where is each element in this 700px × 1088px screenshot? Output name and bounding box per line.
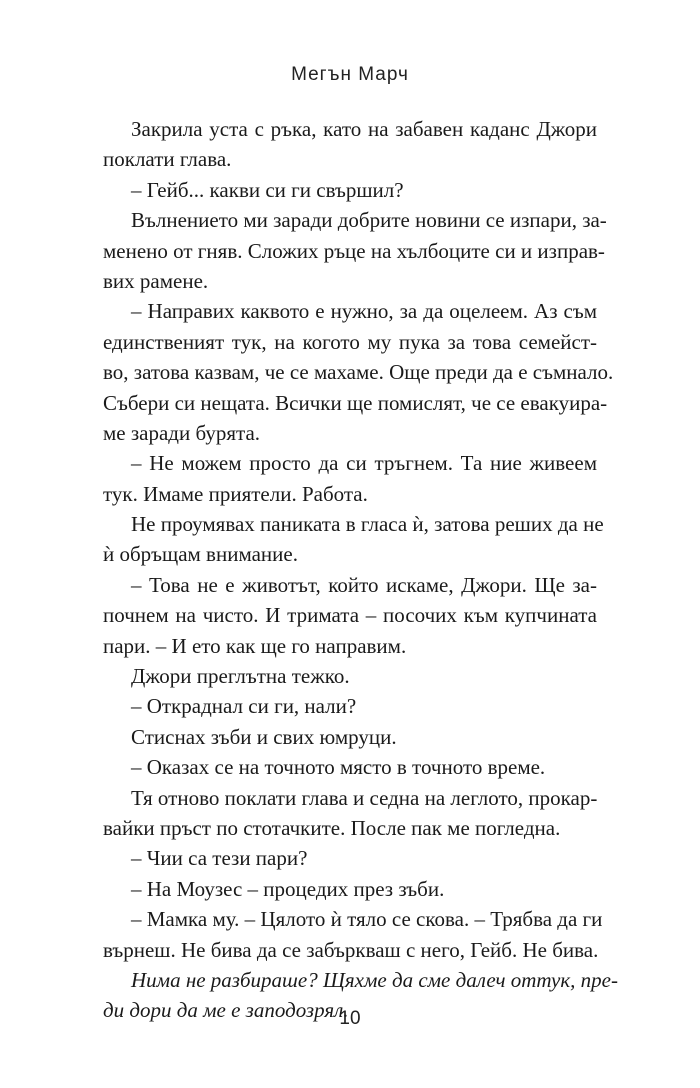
text-line: върнеш. Не бива да се забъркваш с него, Гейб. Не бива.: [103, 937, 599, 962]
text-line: – Това не е животът, който искаме, Джори. Ще за-: [131, 572, 597, 597]
text-line: менено от гняв. Сложих ръце на хълбоците си и изправ-: [103, 238, 605, 263]
text-line: – Направих каквото е нужно, за да оцелеем. Аз съм: [131, 299, 597, 324]
text-line: ѝ обръщам внимание.: [103, 542, 298, 567]
text-line-italic: ди дори да ме е заподозрял.: [103, 998, 349, 1023]
text-line: во, затова казвам, че се махаме. Още преди да е съмнало.: [103, 360, 614, 385]
text-line: почнем на чисто. И тримата – посочих към купчината: [103, 603, 597, 628]
text-line: – Оказах се на точното място в точното време.: [131, 755, 546, 780]
running-header-author: Мегън Марч: [291, 64, 409, 85]
text-line: Събери си нещата. Всички ще помислят, че се евакуира-: [103, 390, 608, 415]
text-line: Закрила уста с ръка, като на забавен каданс Джори: [131, 117, 597, 141]
text-line: вайки пръст по стотачките. После пак ме погледна.: [103, 815, 561, 840]
text-line: – Не можем просто да си тръгнем. Та ние живеем: [131, 451, 597, 476]
text-line: – На Моузес – процедих през зъби.: [131, 876, 445, 901]
page-number: 10: [339, 1008, 361, 1029]
text-line: ме заради бурята.: [103, 420, 261, 445]
text-line: вих рамене.: [103, 268, 209, 293]
text-line: Джори преглътна тежко.: [131, 664, 350, 689]
text-line: Стиснах зъби и свих юмруци.: [131, 724, 397, 749]
text-line: пари. – И ето как ще го направим.: [103, 633, 407, 658]
text-line-italic: Нима не разбираше? Щяхме да сме далеч оттук, пре-: [131, 967, 618, 992]
text-line: Не проумявах паниката в гласа ѝ, затова реших да не: [131, 512, 604, 537]
text-line: единственият тук, на когото му пука за това семейст-: [103, 329, 597, 354]
text-line: – Чии са тези пари?: [131, 846, 308, 871]
text-line: тук. Имаме приятели. Работа.: [103, 481, 368, 506]
text-line: поклати глава.: [103, 147, 232, 172]
text-line: – Откраднал си ги, нали?: [131, 694, 357, 719]
text-line: – Гейб... какви си ги свършил?: [131, 177, 404, 202]
chapter-text: [103, 114, 618, 1026]
text-line: Вълнението ми заради добрите новини се изпари, за-: [131, 208, 607, 233]
text-line: – Мамка му. – Цялото ѝ тяло се скова. – Трябва да ги: [131, 907, 603, 932]
text-line: Тя отново поклати глава и седна на леглото, прокар-: [131, 785, 598, 810]
